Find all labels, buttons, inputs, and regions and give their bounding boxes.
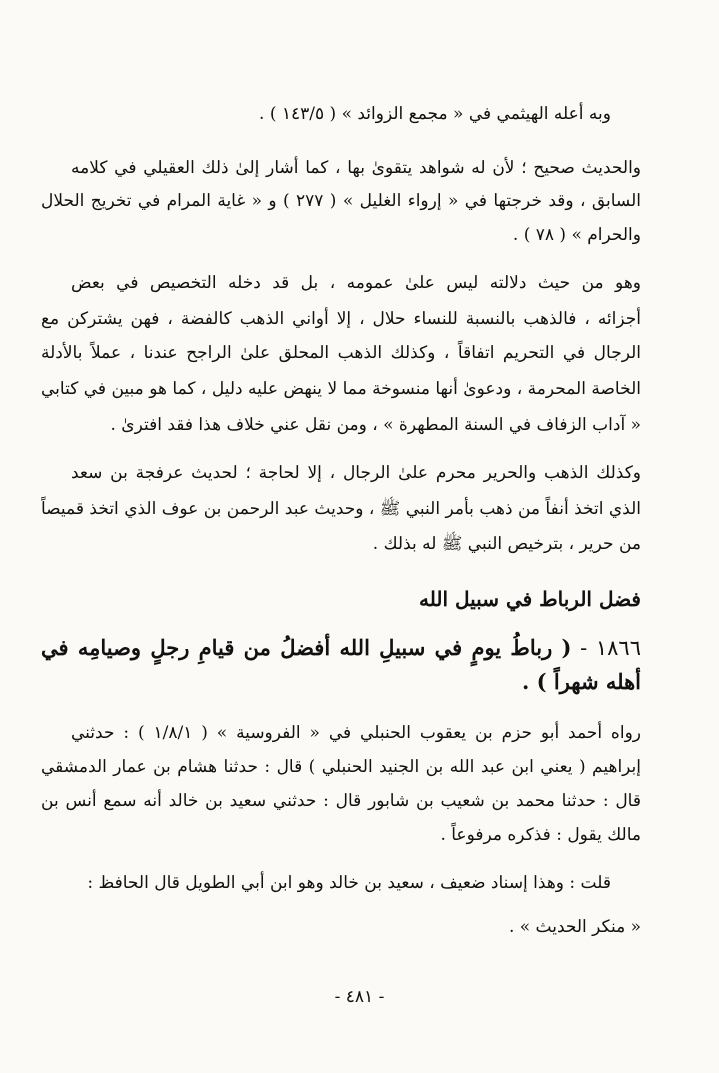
text-line: رواه أحمد أبو حزم بن يعقوب الحنبلي في « الفروسية » ( ١/٨/١ ) : حدثني: [71, 723, 641, 743]
text-line: أجزائه ، فالذهب بالنسبة للنساء حلال ، إلا أواني الذهب كالفضة ، فهن يشتركن مع: [41, 309, 641, 329]
hadith-line: [41, 630, 641, 668]
hadith-line: [41, 664, 641, 702]
hadith-text: أهله شهراً ) .: [522, 669, 641, 694]
text-line: وبه أعله الهيثمي في « مجمع الزوائد » ( ١٤٣/٥ ) .: [259, 104, 611, 124]
section-heading: فضل الرباط في سبيل الله: [419, 587, 641, 611]
text-line: مالك يقول : فذكره مرفوعاً .: [440, 825, 641, 845]
text-line: إبراهيم ( يعني ابن عبد الله بن الجنيد الحنبلي ) قال : حدثنا هشام بن عمار الدمشقي: [41, 757, 641, 777]
text-line: والحديث صحيح ؛ لأن له شواهد يتقوىٰ بها ، كما أشار إلىٰ ذلك العقيلي في كلامه: [71, 158, 641, 178]
text-line: السابق ، وقد خرجتها في « إرواء الغليل » ( ٢٧٧ ) و « غاية المرام في تخريج الحلال: [41, 191, 641, 211]
text-line: قلت : وهذا إسناد ضعيف ، سعيد بن خالد وهو ابن أبي الطويل قال الحافظ :: [87, 873, 611, 893]
text-line: « منكر الحديث » .: [508, 917, 641, 937]
text-line: من حرير ، بترخيص النبي ﷺ له بذلك .: [372, 534, 641, 554]
text-line: « آداب الزفاف في السنة المطهرة » ، ومن نقل عني خلاف هذا فقد افترىٰ .: [110, 415, 641, 435]
text-line: وكذلك الذهب والحرير محرم علىٰ الرجال ، إلا لحاجة ؛ لحديث عرفجة بن سعد: [71, 463, 641, 483]
text-line: الذي اتخذ أنفاً من ذهب بأمر النبي ﷺ ، وحديث عبد الرحمن بن عوف الذي اتخذ قميصاً: [41, 499, 641, 519]
text-line: الخاصة المحرمة ، ودعوىٰ أنها منسوخة مما لا ينهض عليه دليل ، كما هو مبين في كتابي: [41, 379, 641, 399]
text-line: وهو من حيث دلالته ليس علىٰ عمومه ، بل قد دخله التخصيص في بعض: [71, 273, 641, 293]
text-line: قال : حدثنا محمد بن شعيب بن شابور قال : حدثني سعيد بن خالد أنه سمع أنس بن: [41, 791, 641, 811]
page-number: - ٤٨١ -: [334, 987, 385, 1007]
hadith-text: ( رباطُ يومٍ في سبيلِ الله أفضلُ من قيامِ رجلٍ وصيامِه في: [41, 635, 572, 660]
hadith-number: ١٨٦٦ -: [580, 636, 641, 660]
text-line: الرجال في التحريم اتفاقاً ، وكذلك الذهب المحلق علىٰ الراجح عندنا ، عملاً بالأدلة: [41, 343, 641, 363]
text-line: والحرام » ( ٧٨ ) .: [512, 225, 641, 245]
